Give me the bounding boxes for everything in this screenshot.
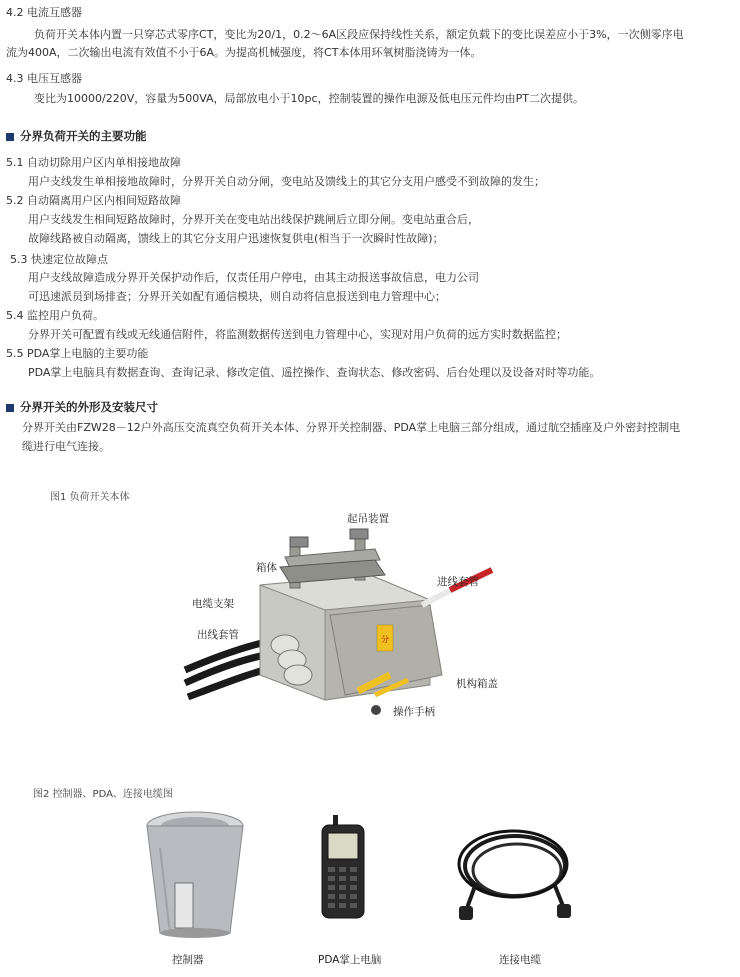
- item-5-2-line-1: 用户支线发生相间短路故障时，分界开关在变电站出线保护跳闸后立即分闸。变电站重合后，: [28, 213, 479, 226]
- item-5-4-heading: 5.4 监控用户负荷。: [6, 309, 104, 322]
- figure1-caption: 图1 负荷开关本体: [50, 492, 130, 503]
- fig2-label-controller: 控制器: [172, 954, 204, 966]
- panel-text: 分: [381, 635, 389, 644]
- bullet-icon: [6, 133, 14, 141]
- item-5-5-line-1: PDA掌上电脑具有数据查询、查询记录、修改定值、遥控操作、查询状态、修改密码、后台处理以及设备对时等功能。: [28, 366, 601, 379]
- cable-illustration: [455, 828, 575, 928]
- item-5-3-heading: 5.3 快速定位故障点: [10, 253, 108, 266]
- item-5-1-heading: 5.1 自动切除用户区内单相接地故障: [6, 156, 181, 169]
- sec42-line-2: 流为400A，二次输出电流有效值不小于6A。为提高机械强度，将CT本体用环氧树脂浇铸为一体。: [6, 46, 482, 59]
- label-mech-cover: 机构箱盖: [456, 678, 498, 690]
- label-bracket: 电缆支架: [192, 598, 234, 610]
- shape-title: 分界开关的外形及安装尺寸: [6, 399, 158, 415]
- item-5-1-line-1: 用户支线发生单相接地故障时，分界开关自动分闸，变电站及馈线上的其它分支用户感受不到故障的发生；: [28, 175, 545, 188]
- fig2-label-pda: PDA掌上电脑: [318, 954, 382, 966]
- item-5-4-line-1: 分界开关可配置有线或无线通信附件，将监测数据传送到电力管理中心，实现对用户负荷的远方实时数据监控；: [28, 328, 567, 341]
- item-5-5-heading: 5.5 PDA掌上电脑的主要功能: [6, 347, 149, 360]
- label-lifting: 起吊装置: [347, 513, 389, 525]
- sec42-heading: 4.2 电流互感器: [6, 6, 82, 19]
- item-5-2-line-2: 故障线路被自动隔离，馈线上的其它分支用户迅速恢复供电(相当于一次瞬时性故障)；: [28, 232, 444, 245]
- item-5-3-line-2: 可迅速派员到场排查；分界开关如配有通信模块，则自动将信息报送到电力管理中心；: [28, 290, 446, 303]
- controller-illustration: [140, 808, 250, 943]
- pda-illustration: [318, 815, 368, 920]
- figure2-caption: 图2 控制器、PDA、连接电缆图: [33, 789, 173, 800]
- fig2-label-cable: 连接电缆: [499, 954, 541, 966]
- sec43-line-1: 变比为10000/220V，容量为500VA，局部放电小于10pc，控制装置的操作电源及低电压元件均由PT二次提供。: [34, 92, 584, 105]
- load-switch-illustration: [180, 505, 520, 725]
- main-functions-title: 分界负荷开关的主要功能: [6, 128, 147, 144]
- sec43-heading: 4.3 电压互感器: [6, 72, 82, 85]
- shape-line-2: 缆进行电气连接。: [22, 440, 110, 453]
- item-5-3-line-1: 用户支线故障造成分界开关保护动作后，仅责任用户停电，由其主动报送事故信息，电力公司: [28, 271, 479, 284]
- label-outlet: 出线套管: [197, 629, 239, 641]
- label-handle: 操作手柄: [393, 706, 435, 718]
- bullet-icon: [6, 404, 14, 412]
- label-box: 箱体: [256, 562, 277, 574]
- shape-line-1: 分界开关由FZW28－12户外高压交流真空负荷开关本体、分界开关控制器、PDA掌上电脑三部分组成，通过航空插座及户外密封控制电: [22, 421, 681, 434]
- label-inlet: 进线套管: [437, 576, 479, 588]
- item-5-2-heading: 5.2 自动隔离用户区内相间短路故障: [6, 194, 181, 207]
- sec42-line-1: 负荷开关本体内置一只穿芯式零序CT，变比为20/1，0.2～6A区段应保持线性关系，额定负载下的变比误差应小于3%，一次侧零序电: [34, 28, 684, 41]
